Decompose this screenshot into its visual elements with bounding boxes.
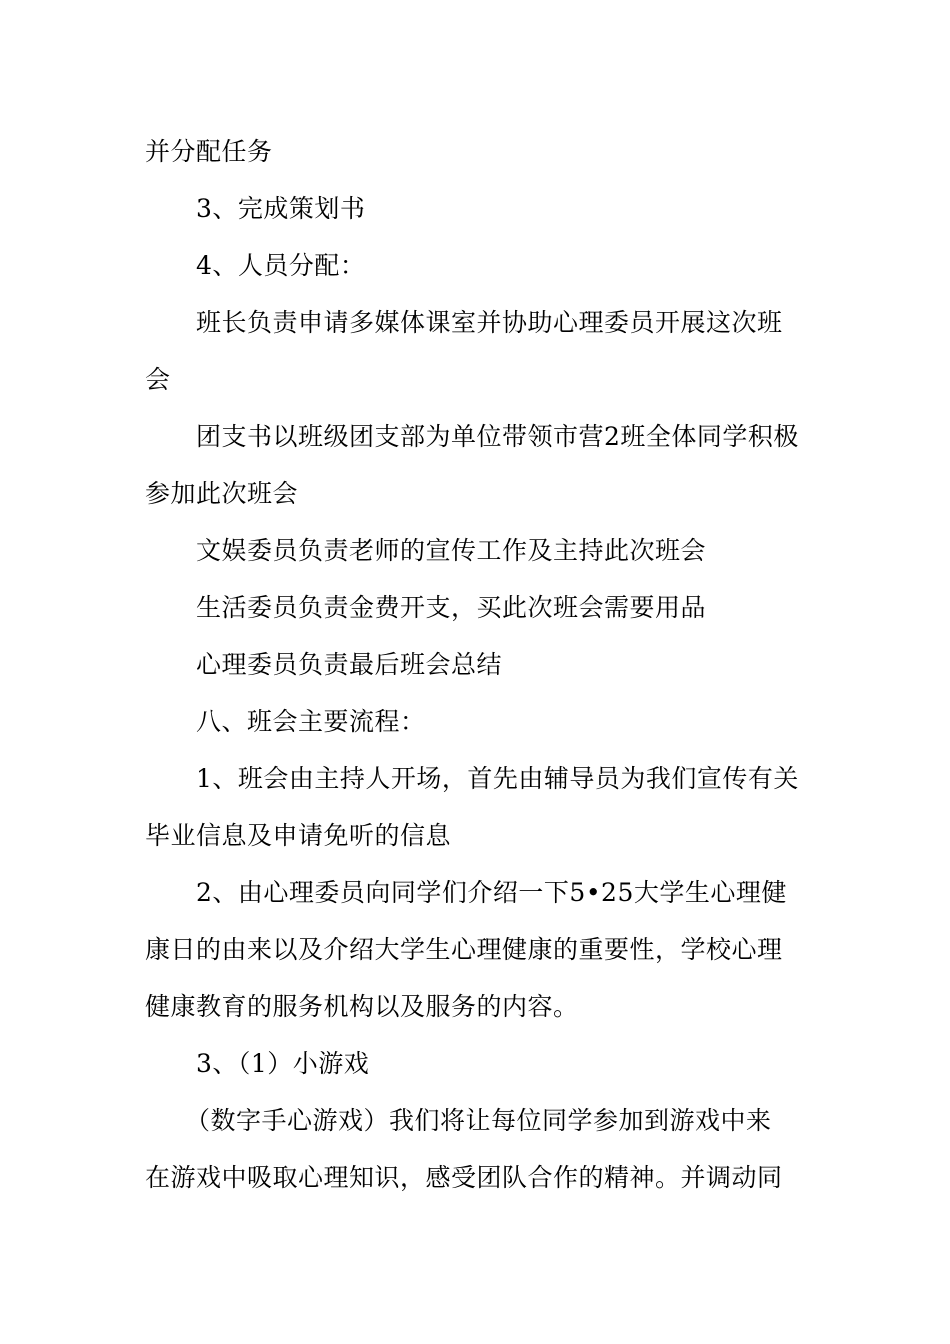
text-line: 健康教育的服务机构以及服务的内容。 (145, 992, 579, 1021)
text-line: 参加此次班会 (145, 479, 299, 508)
section-heading: 八、班会主要流程： (196, 707, 426, 736)
text-line: 文娱委员负责老师的宣传工作及主持此次班会 (196, 536, 707, 565)
text-line: （数字手心游戏）我们将让每位同学参加到游戏中来 (185, 1106, 772, 1135)
text-line: 4、人员分配： (196, 251, 366, 280)
text-line: 1、班会由主持人开场，首先由辅导员为我们宣传有关 (196, 764, 799, 793)
text-line: 团支书以班级团支部为单位带领市营2班全体同学积极 (196, 422, 799, 451)
text-line: 班长负责申请多媒体课室并协助心理委员开展这次班 (196, 308, 783, 337)
text-line: 会 (145, 365, 171, 394)
text-line: 3、完成策划书 (196, 194, 366, 223)
text-line: 并分配任务 (145, 137, 273, 166)
text-line: 在游戏中吸取心理知识，感受团队合作的精神。并调动同 (145, 1163, 783, 1192)
text-line: 生活委员负责金费开支，买此次班会需要用品 (196, 593, 707, 622)
text-line: 2、由心理委员向同学们介绍一下5•25大学生心理健 (196, 878, 787, 907)
text-line: 毕业信息及申请免听的信息 (145, 821, 452, 850)
text-line: 康日的由来以及介绍大学生心理健康的重要性，学校心理 (145, 935, 783, 964)
text-line: 3、（1）小游戏 (196, 1049, 370, 1078)
text-line: 心理委员负责最后班会总结 (196, 650, 503, 679)
